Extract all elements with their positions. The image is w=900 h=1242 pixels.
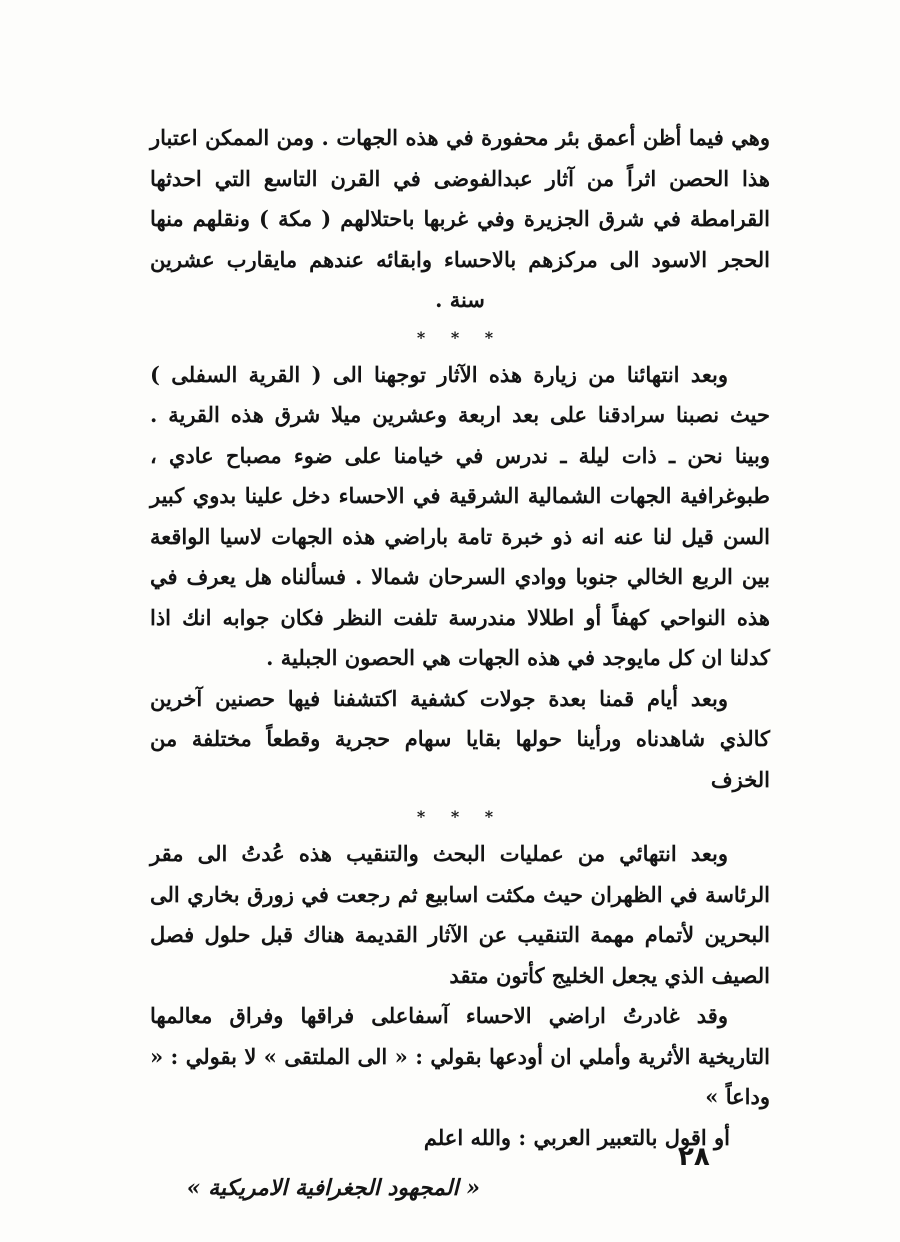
- paragraph-2: وبعد انتهائنا من زيارة هذه الآثار توجهنا الى ( القرية السفلى ) حيث نصبنا سرادقنا على بعد اربعة وعشرين ميلا شرق هذه القرية . وبينا نحن ـ ذات ليلة ـ ندرس في خيامنا على ضوء مصباح عادي ، طبوغرافية الجهات الشمالية الشرقية في الاحساء دخل علينا بدوي كبير السن قيل لنا عنه انه ذو خبرة تامة باراضي هذه الجهات لاسيا الواقعة بين الربع الخالي جنوبا ووادي السرحان شمالا . فسألناه هل يعرف في هذه النواحي كهفاً أو اطلالا مندرسة تلفت النظر فكان جوابه انك اذا كدلنا ان كل مايوجد في هذه الجهات هي الحصون الجبلية .: [150, 361, 770, 670]
- page-number: ٢٨: [678, 1142, 710, 1172]
- section-divider-1: * * *: [416, 327, 504, 347]
- paragraph-3: وبعد أيام قمنا بعدة جولات كشفية اكتشفنا فيها حصنين آخرين كالذي شاهدناه ورأينا حولها بقايا سهام حجرية وقطعاً مختلفة من الخزف: [150, 685, 770, 792]
- section-divider-2: * * *: [416, 807, 504, 826]
- closing-line: أو اقول بالتعبير العربي : والله اعلم: [423, 1124, 730, 1150]
- body-text: [150, 118, 770, 1209]
- signature: « المجهود الجغرافية الامريكية »: [186, 1175, 480, 1201]
- paragraph-4: وبعد انتهائي من عمليات البحث والتنقيب هذه عُدتُ الى مقر الرئاسة في الظهران حيث مكثت اسابيع ثم رجعت في زورق بخاري الى البحرين لأتمام مهمة التنقيب عن الآثار القديمة هناك قبل حلول فصل الصيف الذي يجعل الخليج كأتون متقد: [150, 841, 770, 988]
- paragraph-5: وقد غادرتُ اراضي الاحساء آسفاعلى فراقها وفراق معالمها التاريخية الأثرية وأملي ان أودعها بقولي : « الى الملتقى » لا بقولي : « وداعاً »: [150, 1003, 770, 1109]
- paragraph-1: وهي فيما أظن أعمق بئر محفورة في هذه الجهات . ومن الممكن اعتبار هذا الحصن اثراً من آثار عبدالفوضى في القرن التاسع التي احدثها القرامطة في شرق الجزيرة وفي غربها باحتلالهم ( مكة ) ونقلهم منها الحجر الاسود الى مركزهم بالاحساء وابقائه عندهم مايقارب عشرين سنة .: [150, 125, 770, 312]
